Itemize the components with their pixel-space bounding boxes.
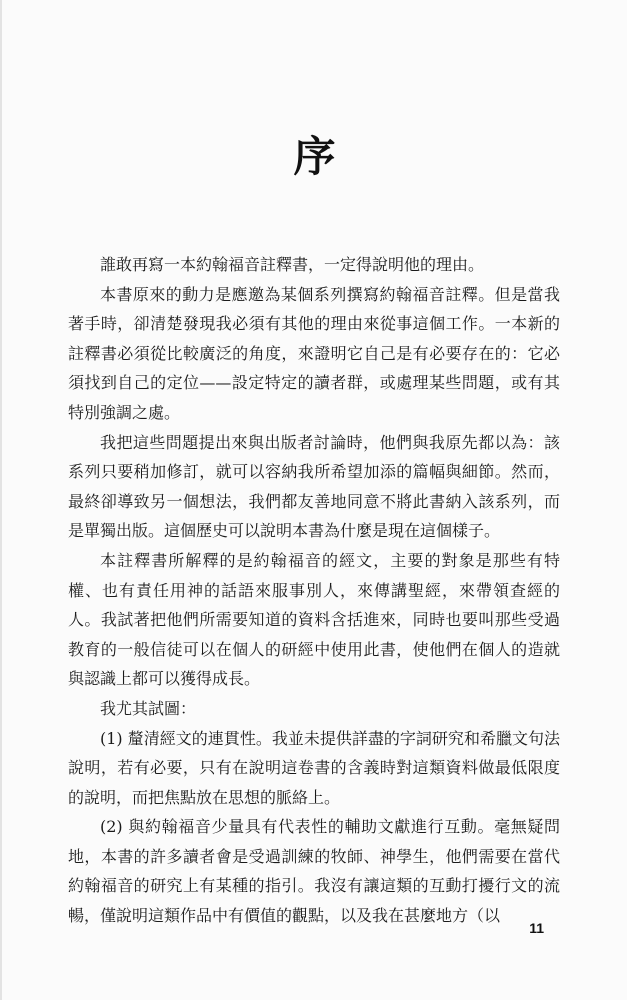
paragraph-2: 本書原來的動力是應邀為某個系列撰寫約翰福音註釋。但是當我著手時，卻清楚發現我必須有其他的理由來從事這個工作。一本新的註釋書必須從比較廣泛的角度，來證明它自己是有必要存在的：它必須找到自己的定位——設定特定的讀者群，或處理某些問題，或有其特別強調之處。 (68, 284, 560, 422)
page-title: 序 (293, 132, 338, 181)
paragraph-4: 本註釋書所解釋的是約翰福音的經文，主要的對象是那些有特權、也有責任用神的話語來服事別人，來傳講聖經，來帶領查經的人。我試著把他們所需要知道的資料含括進來，同時也要叫那些受過教育的一般信徒可以在個人的研經中使用此書，使他們在個人的造就與認識上都可以獲得成長。 (68, 550, 560, 689)
paragraph-5: 我尤其試圖： (100, 698, 197, 718)
list-item-2: (2) 與約翰福音少量具有代表性的輔助文獻進行互動。毫無疑問地，本書的許多讀者會是受過訓練的牧師、神學生，他們需要在當代約翰福音的研究上有某種的指引。我沒有讓這類的互動打擾行文的流暢，僅說明這類作品中有價值的觀點，以及我在甚麼地方（以 (68, 817, 560, 926)
list-item-1: (1) 釐清經文的連貫性。我並未提供詳盡的字詞研究和希臘文句法說明，若有必要，只有在說明這卷書的含義時對這類資料做最低限度的說明，而把焦點放在思想的脈絡上。 (68, 728, 560, 807)
paragraph-1: 誰敢再寫一本約翰福音註釋書，一定得說明他的理由。 (100, 255, 485, 274)
preface-body (68, 250, 560, 931)
paragraph-3: 我把這些問題提出來與出版者討論時，他們與我原先都以為：該系列只要稍加修訂，就可以容納我所希望加添的篇幅與細節。然而，最終卻導致另一個想法，我們都友善地同意不將此書納入該系列，而是單獨出版。這個歷史可以說明本書為什麼是現在這個樣子。 (68, 432, 560, 541)
page-number: 11 (529, 920, 544, 936)
